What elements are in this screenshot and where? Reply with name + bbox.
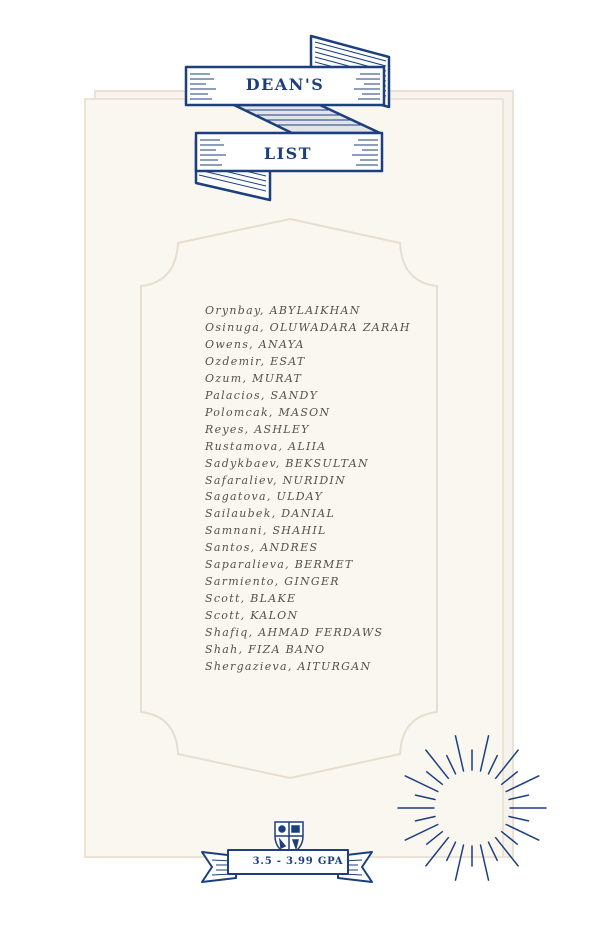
first-name: FIZA BANO: [248, 643, 326, 657]
last-name: Osinuga,: [205, 320, 265, 334]
list-item: [205, 320, 411, 337]
list-item: [205, 625, 411, 642]
first-name: SHAHIL: [272, 524, 327, 538]
last-name: Sadykbaev,: [205, 456, 281, 470]
sunburst-ray: [489, 756, 498, 774]
list-item: [205, 456, 411, 473]
sunburst-ray: [405, 776, 438, 792]
title-list: LIST: [263, 144, 313, 163]
list-item: [205, 354, 411, 371]
last-name: Scott,: [205, 592, 246, 606]
sunburst-ray: [509, 795, 529, 799]
sunburst-ray: [447, 842, 456, 860]
first-name: BEKSULTAN: [285, 456, 369, 470]
list-item: [205, 642, 411, 659]
title-banner: [186, 36, 389, 200]
sunburst-ray: [456, 736, 464, 771]
sunburst-ray: [502, 772, 518, 785]
first-name: NURIDIN: [282, 473, 347, 487]
sunburst-ray: [489, 842, 498, 860]
last-name: Ozum,: [205, 371, 248, 385]
sunburst-ray: [405, 825, 438, 841]
last-name: Shergazieva,: [205, 660, 293, 674]
list-item: [205, 608, 411, 625]
last-name: Samnani,: [205, 524, 268, 538]
last-name: Sailaubek,: [205, 507, 277, 521]
first-name: DANIAL: [281, 507, 336, 521]
first-name: ULDAY: [276, 490, 324, 504]
first-name: MASON: [278, 405, 331, 419]
sunburst-ray: [416, 817, 436, 821]
first-name: ABYLAIKHAN: [269, 304, 361, 317]
list-item: [205, 439, 411, 456]
last-name: Orynbay,: [205, 304, 265, 317]
list-item: [205, 523, 411, 540]
last-name: Shah,: [205, 643, 244, 657]
first-name: BERMET: [294, 558, 354, 572]
sunburst-ray: [506, 776, 539, 792]
banner-fold: [234, 105, 380, 133]
honoree-list: [205, 303, 411, 676]
last-name: Palacios,: [205, 388, 266, 402]
last-name: Santos,: [205, 541, 256, 555]
last-name: Reyes,: [205, 422, 250, 436]
sunburst-icon: [398, 736, 546, 880]
last-name: Owens,: [205, 337, 254, 351]
list-item: [205, 540, 411, 557]
list-item: [205, 337, 411, 354]
first-name: ALIIA: [288, 439, 327, 453]
last-name: Sagatova,: [205, 490, 272, 504]
first-name: MURAT: [252, 371, 303, 385]
sunburst-ray: [427, 832, 443, 845]
list-item: [205, 405, 411, 422]
sunburst-ray: [416, 795, 436, 799]
sunburst-ray: [506, 825, 539, 841]
sunburst-ray: [481, 736, 489, 771]
last-name: Scott,: [205, 609, 246, 623]
first-name: ANAYA: [258, 337, 305, 351]
list-item: [205, 371, 411, 388]
title-dean-s: DEAN'S: [245, 75, 325, 94]
list-item: [205, 303, 411, 320]
first-name: ASHLEY: [254, 422, 310, 436]
last-name: Sarmiento,: [205, 575, 280, 589]
first-name: AITURGAN: [297, 660, 372, 674]
sunburst-ray: [447, 756, 456, 774]
last-name: Polomcak,: [205, 405, 274, 419]
list-item: [205, 473, 411, 490]
last-name: Ozdemir,: [205, 354, 266, 368]
list-item: [205, 591, 411, 608]
list-item: [205, 506, 411, 523]
list-item: [205, 489, 411, 506]
last-name: Saparalieva,: [205, 558, 290, 572]
first-name: AHMAD FERDAWS: [258, 626, 384, 640]
list-item: [205, 557, 411, 574]
sunburst-ray: [502, 832, 518, 845]
list-item: [205, 388, 411, 405]
sunburst-ray: [509, 817, 529, 821]
last-name: Shafiq,: [205, 626, 254, 640]
first-name: BLAKE: [250, 592, 297, 606]
first-name: GINGER: [284, 575, 340, 589]
list-item: [205, 574, 411, 591]
sunburst-ray: [456, 845, 464, 880]
first-name: KALON: [250, 609, 299, 623]
first-name: ESAT: [270, 354, 306, 368]
first-name: OLUWADARA ZARAH: [269, 320, 411, 334]
first-name: ANDRES: [260, 541, 319, 555]
list-item: [205, 659, 411, 676]
list-item: [205, 422, 411, 439]
sunburst-ray: [427, 772, 443, 785]
last-name: Rustamova,: [205, 439, 284, 453]
gpa-label: 3.5 - 3.99 GPA: [252, 856, 344, 867]
sunburst-ray: [481, 845, 489, 880]
last-name: Safaraliev,: [205, 473, 278, 487]
first-name: SANDY: [270, 388, 319, 402]
